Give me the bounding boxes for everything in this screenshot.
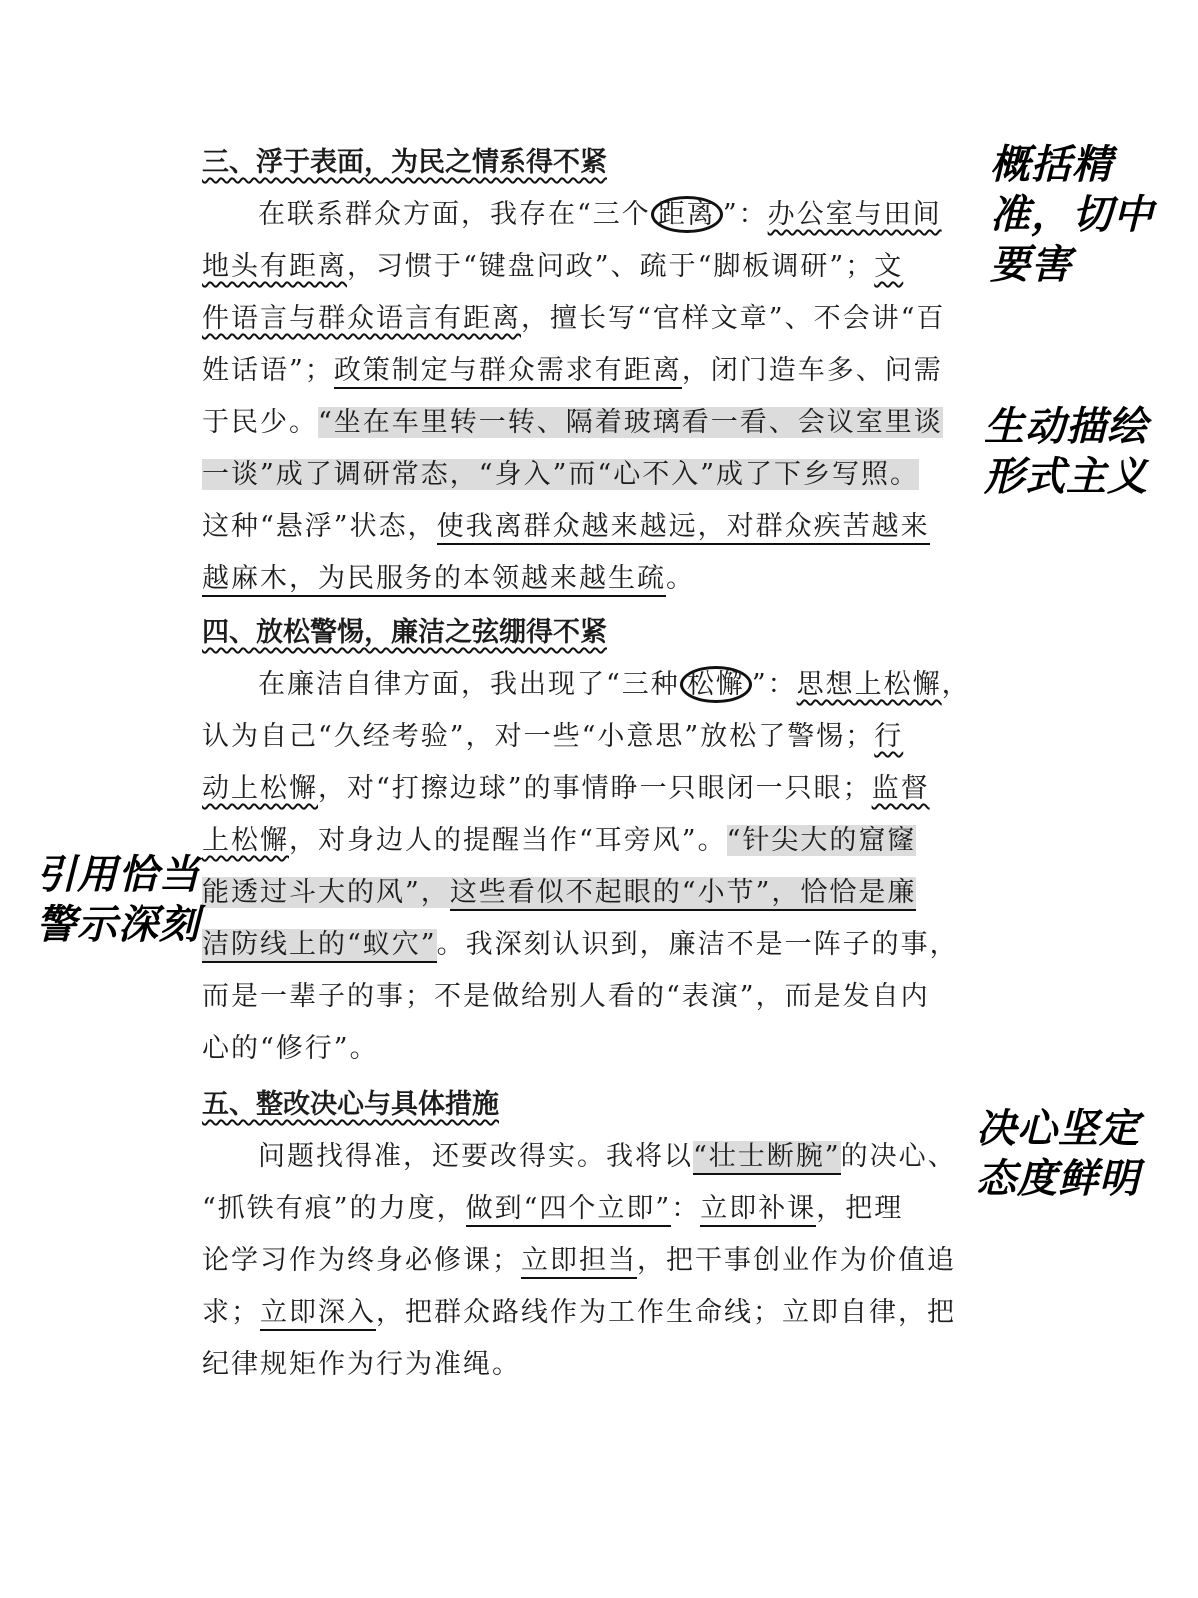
highlighted-text: “针尖大的窟窿 [726, 825, 917, 856]
text-span: 在廉洁自律方面，我出现了“三种 [258, 669, 680, 700]
paragraph-line [202, 1140, 1048, 1174]
section-heading-3 [202, 146, 992, 180]
text-span: 心的“修行”。 [202, 1033, 379, 1064]
text-span: 纪律规矩作为行为准绳。 [202, 1349, 521, 1380]
text-span: ”： [722, 199, 768, 230]
text-span: 政策制定与群众需求有距离 [334, 355, 682, 389]
text-span: 求； [202, 1297, 260, 1328]
paragraph-line [202, 354, 992, 388]
annotation-firm-resolve: 决心坚定 态度鲜明 [976, 1106, 1140, 1202]
text-span: 件语言与群众语言有距离 [202, 303, 521, 334]
text-span: 文 [874, 251, 904, 282]
text-span: 监督 [871, 773, 930, 804]
text-span: 于民少。 [202, 407, 318, 438]
paragraph-line [202, 562, 992, 596]
text-span: ， [941, 669, 971, 700]
text-span: 办公室与田间 [767, 199, 942, 230]
text-span: 立即担当 [521, 1245, 637, 1279]
paragraph-line [202, 1296, 992, 1330]
text-span: 论学习作为终身必修课； [202, 1245, 521, 1276]
highlighted-text: “坐在车里转一转、隔着玻璃看一看、会议室里谈 [318, 407, 943, 438]
text-span: 三、浮于表面，为民之情系得不紧 [202, 147, 607, 178]
annotation-summary-precise: 概括精 准，切中 要害 [990, 142, 1154, 288]
text-span: 上松懈 [202, 825, 289, 856]
paragraph-line [202, 980, 992, 1014]
paragraph-line [202, 1192, 992, 1226]
section-heading-5 [202, 1088, 992, 1122]
highlighted-text: 这些看似不起眼的“小节”，恰恰是廉 [450, 877, 917, 911]
text-span: 立即深入 [260, 1297, 376, 1331]
text-span: 。我深刻认识到，廉洁不是一阵子的事， [436, 929, 959, 960]
text-span: 使我离群众越来越远，对群众疾苦越来 [437, 511, 930, 545]
paragraph-line [202, 720, 992, 754]
text-span: ，把群众路线作为工作生命线；立即自律，把 [376, 1297, 956, 1328]
paragraph-line [202, 458, 992, 492]
text-span: ，习惯于“键盘问政”、疏于“脚板调研”； [347, 251, 875, 282]
text-span: ，擅长写“官样文章”、不会讲“百 [521, 303, 946, 334]
highlighted-text: 能透过斗大的风”， [202, 877, 450, 908]
text-span: ”： [751, 669, 797, 700]
paragraph-line [202, 510, 992, 544]
text-span: ，对“打擦边球”的事情睁一只眼闭一只眼； [318, 773, 872, 804]
text-span: ： [671, 1193, 701, 1224]
text-span: 立即补课 [700, 1193, 816, 1227]
paragraph-line [202, 668, 1048, 702]
text-span: 思想上松懈 [796, 669, 942, 700]
text-span: ，把干事创业作为价值追 [637, 1245, 956, 1276]
paragraph-line [202, 198, 1048, 232]
text-span: ，把理 [816, 1193, 904, 1224]
highlighted-text: 洁防线上的“蚁穴” [202, 929, 437, 963]
text-span: 行 [874, 721, 904, 752]
text-span: 问题找得准，还要改得实。我将以 [258, 1141, 693, 1172]
paragraph-line [202, 1348, 992, 1382]
annotation-apt-quote: 引用恰当 警示深刻 [36, 852, 200, 948]
paragraph-line [202, 772, 992, 806]
text-span: 这种“悬浮”状态， [202, 511, 437, 542]
paragraph-line [202, 250, 992, 284]
paragraph-line [202, 824, 992, 858]
section-heading-4 [202, 616, 992, 650]
text-span: 五、整改决心与具体措施 [202, 1089, 499, 1120]
paragraph-line [202, 406, 992, 440]
highlighted-text: 一谈”成了调研常态，“身入”而“心不入”成了下乡写照。 [202, 459, 920, 490]
text-span: 四、放松警惕，廉洁之弦绷得不紧 [202, 617, 607, 648]
text-span: “抓铁有痕”的力度， [202, 1193, 466, 1224]
text-span: 在联系群众方面，我存在“三个 [258, 199, 651, 230]
paragraph-line [202, 1244, 992, 1278]
text-span: 的决心、 [840, 1141, 957, 1172]
circled-word: 距离 [651, 196, 723, 233]
text-span: 姓话语”； [202, 355, 334, 386]
paragraph-line [202, 876, 992, 910]
text-span: 认为自己“久经考验”，对一些“小意思”放松了警惕； [202, 721, 875, 752]
highlighted-text: “壮士断腕” [693, 1141, 841, 1175]
text-span: 越麻木，为民服务的本领越来越生疏 [202, 563, 666, 597]
paragraph-line [202, 1032, 992, 1066]
text-span: 动上松懈 [202, 773, 318, 804]
text-span: 而是一辈子的事；不是做给别人看的“表演”，而是发自内 [202, 981, 930, 1012]
text-span: 地头有距离 [202, 251, 347, 282]
circled-word: 松懈 [680, 666, 752, 703]
text-span: ，闭门造车多、问需 [681, 355, 943, 386]
text-span: ，对身边人的提醒当作“耳旁风”。 [289, 825, 727, 856]
annotation-vivid-formalism: 生动描绘 形式主义 [984, 404, 1148, 500]
paragraph-line [202, 928, 992, 962]
text-span: 。 [666, 563, 695, 594]
paragraph-line [202, 302, 992, 336]
text-span: 做到“四个立即” [466, 1193, 672, 1227]
